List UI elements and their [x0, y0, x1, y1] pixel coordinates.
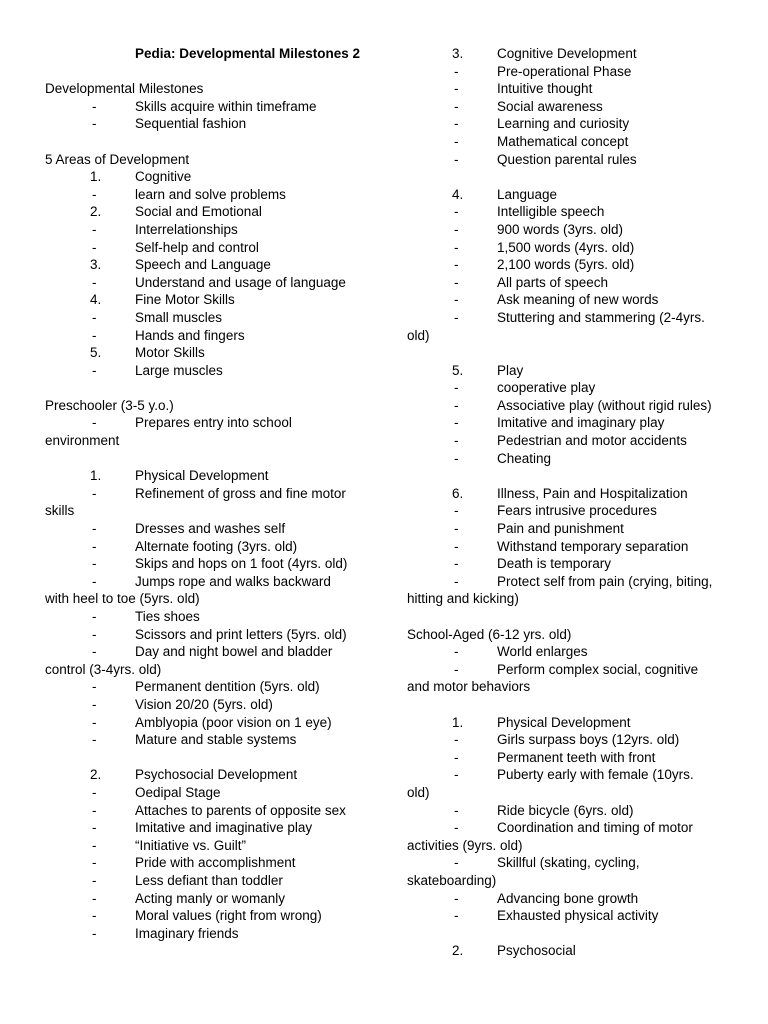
numbered-item [407, 45, 737, 63]
bullet-item [45, 327, 375, 345]
bullet-dash-icon: - [454, 767, 459, 783]
continuation-line [407, 784, 737, 802]
bullet-item [45, 890, 375, 908]
bullet-dash-icon: - [92, 309, 97, 325]
continuation-line [45, 432, 375, 450]
item-number: 4. [90, 292, 102, 308]
bullet-item [407, 555, 737, 573]
continuation-line [407, 837, 737, 855]
line-text: Understand and usage of language [135, 274, 346, 290]
bullet-dash-icon: - [454, 239, 459, 255]
bullet-dash-icon: - [454, 380, 459, 396]
bullet-dash-icon: - [454, 890, 459, 906]
bullet-item [407, 502, 737, 520]
line-text: Pre-operational Phase [497, 63, 632, 79]
numbered-item [45, 467, 375, 485]
line-text: Ask meaning of new words [497, 292, 659, 308]
bullet-item [45, 309, 375, 327]
bullet-dash-icon: - [454, 98, 459, 114]
item-number: 3. [452, 46, 464, 61]
line-text: Pain and punishment [497, 521, 624, 537]
bullet-dash-icon: - [92, 327, 97, 343]
line-text: Psychosocial Development [135, 767, 298, 783]
line-text: and motor behaviors [407, 679, 531, 695]
bullet-dash-icon: - [454, 556, 459, 572]
bullet-item [45, 555, 375, 573]
bullet-item [45, 802, 375, 820]
bullet-dash-icon: - [92, 239, 97, 255]
bullet-item [407, 221, 737, 239]
bullet-dash-icon: - [92, 116, 97, 132]
bullet-dash-icon: - [92, 274, 97, 290]
bullet-item [407, 80, 737, 98]
line-text: Jumps rope and walks backward [135, 573, 331, 589]
left-column [45, 45, 375, 942]
bullet-item [407, 661, 737, 679]
line-text: old) [407, 327, 430, 343]
blank-line [45, 63, 375, 81]
bullet-item [407, 256, 737, 274]
line-text: Psychosocial [497, 943, 576, 959]
bullet-dash-icon: - [92, 98, 97, 114]
line-text: Skillful (skating, cycling, [497, 855, 640, 871]
bullet-dash-icon: - [454, 644, 459, 660]
bullet-dash-icon: - [92, 837, 97, 853]
line-text: cooperative play [497, 380, 596, 396]
bullet-dash-icon: - [454, 820, 459, 836]
line-text: Cognitive Development [497, 46, 637, 61]
bullet-item [45, 98, 375, 116]
bullet-item [45, 872, 375, 890]
line-text: Physical Development [135, 468, 269, 484]
numbered-item [45, 291, 375, 309]
continuation-line [45, 590, 375, 608]
bullet-dash-icon: - [454, 274, 459, 290]
line-text: Imitative and imaginative play [135, 820, 313, 836]
bullet-item [45, 414, 375, 432]
line-text: Skills acquire within timeframe [135, 98, 317, 114]
numbered-item [407, 186, 737, 204]
bullet-item [407, 450, 737, 468]
line-text: Associative play (without rigid rules) [497, 397, 712, 413]
line-text: old) [407, 784, 430, 800]
bullet-dash-icon: - [92, 820, 97, 836]
line-text: Refinement of gross and fine motor [135, 485, 346, 501]
bullet-dash-icon: - [454, 450, 459, 466]
line-text: Imaginary friends [135, 925, 239, 941]
line-text: Permanent dentition (5yrs. old) [135, 679, 320, 695]
continuation-line [407, 678, 737, 696]
bullet-item [407, 291, 737, 309]
item-number: 4. [452, 186, 464, 202]
numbered-item [45, 168, 375, 186]
line-text: 900 words (3yrs. old) [497, 221, 624, 237]
bullet-item [407, 203, 737, 221]
blank-line [45, 379, 375, 397]
bullet-dash-icon: - [92, 626, 97, 642]
bullet-dash-icon: - [454, 151, 459, 167]
bullet-item [45, 608, 375, 626]
line-text: Less defiant than toddler [135, 872, 283, 888]
document-title [45, 45, 375, 63]
line-text: 1,500 words (4yrs. old) [497, 239, 635, 255]
bullet-dash-icon: - [454, 802, 459, 818]
continuation-line [45, 502, 375, 520]
bullet-item [407, 819, 737, 837]
item-number: 6. [452, 485, 464, 501]
bullet-item [407, 749, 737, 767]
line-text: Intelligible speech [497, 204, 605, 220]
bullet-item [45, 362, 375, 380]
bullet-dash-icon: - [92, 732, 97, 748]
line-text: Death is temporary [497, 556, 612, 572]
bullet-dash-icon: - [92, 802, 97, 818]
item-number: 2. [452, 943, 464, 959]
bullet-item [407, 98, 737, 116]
blank-line [407, 608, 737, 626]
bullet-item [407, 573, 737, 591]
bullet-dash-icon: - [92, 872, 97, 888]
bullet-dash-icon: - [92, 925, 97, 941]
numbered-item [407, 942, 737, 960]
line-text: Coordination and timing of motor [497, 820, 693, 836]
bullet-dash-icon: - [92, 696, 97, 712]
section-heading [407, 626, 737, 644]
bullet-dash-icon: - [454, 81, 459, 97]
continuation-line [407, 872, 737, 890]
bullet-item [407, 239, 737, 257]
bullet-dash-icon: - [454, 732, 459, 748]
line-text: environment [45, 433, 120, 449]
line-text: “Initiative vs. Guilt” [135, 837, 247, 853]
bullet-dash-icon: - [454, 433, 459, 449]
bullet-item [407, 731, 737, 749]
line-text: Cognitive [135, 169, 192, 185]
bullet-dash-icon: - [454, 573, 459, 589]
bullet-dash-icon: - [454, 221, 459, 237]
continuation-line [45, 661, 375, 679]
item-number: 1. [90, 169, 102, 185]
line-text: Pedia: Developmental Milestones 2 [135, 46, 361, 61]
bullet-item [45, 485, 375, 503]
blank-line [407, 467, 737, 485]
line-text: World enlarges [497, 644, 588, 660]
bullet-item [45, 115, 375, 133]
bullet-dash-icon: - [92, 485, 97, 501]
bullet-item [407, 432, 737, 450]
blank-line [407, 344, 737, 362]
bullet-item [407, 133, 737, 151]
bullet-dash-icon: - [454, 661, 459, 677]
line-text: Skips and hops on 1 foot (4yrs. old) [135, 556, 348, 572]
numbered-item [45, 256, 375, 274]
line-text: Acting manly or womanly [135, 890, 286, 906]
bullet-dash-icon: - [454, 749, 459, 765]
line-text: Preschooler (3-5 y.o.) [45, 397, 174, 413]
blank-line [407, 696, 737, 714]
bullet-item [45, 520, 375, 538]
bullet-dash-icon: - [92, 221, 97, 237]
bullet-dash-icon: - [92, 186, 97, 202]
bullet-dash-icon: - [454, 63, 459, 79]
line-text: Withstand temporary separation [497, 538, 689, 554]
line-text: Motor Skills [135, 345, 205, 361]
line-text: Girls surpass boys (12yrs. old) [497, 732, 680, 748]
line-text: All parts of speech [497, 274, 609, 290]
line-text: Large muscles [135, 362, 223, 378]
bullet-item [45, 907, 375, 925]
numbered-item [45, 203, 375, 221]
line-text: Speech and Language [135, 257, 271, 273]
bullet-dash-icon: - [92, 556, 97, 572]
line-text: Interrelationships [135, 221, 238, 237]
line-text: Stuttering and stammering (2-4yrs. [497, 309, 705, 325]
section-heading [45, 397, 375, 415]
bullet-item [45, 819, 375, 837]
line-text: Social awareness [497, 98, 603, 114]
line-text: with heel to toe (5yrs. old) [45, 591, 200, 607]
item-number: 1. [452, 714, 464, 730]
blank-line [407, 168, 737, 186]
bullet-item [407, 151, 737, 169]
blank-line [407, 925, 737, 943]
bullet-dash-icon: - [92, 644, 97, 660]
line-text: activities (9yrs. old) [407, 837, 523, 853]
bullet-item [407, 643, 737, 661]
line-text: Permanent teeth with front [497, 749, 656, 765]
line-text: Dresses and washes self [135, 521, 286, 537]
bullet-item [407, 274, 737, 292]
line-text: Advancing bone growth [497, 890, 639, 906]
bullet-item [407, 907, 737, 925]
line-text: 2,100 words (5yrs. old) [497, 257, 635, 273]
line-text: Attaches to parents of opposite sex [135, 802, 346, 818]
bullet-dash-icon: - [454, 521, 459, 537]
bullet-item [407, 890, 737, 908]
bullet-item [45, 854, 375, 872]
line-text: Moral values (right from wrong) [135, 908, 322, 924]
bullet-item [45, 626, 375, 644]
bullet-dash-icon: - [454, 503, 459, 519]
bullet-item [407, 379, 737, 397]
bullet-item [45, 837, 375, 855]
bullet-dash-icon: - [92, 908, 97, 924]
bullet-dash-icon: - [454, 415, 459, 431]
line-text: skills [45, 503, 75, 519]
bullet-dash-icon: - [454, 397, 459, 413]
line-text: Physical Development [497, 714, 631, 730]
bullet-dash-icon: - [92, 415, 97, 431]
line-text: control (3-4yrs. old) [45, 661, 162, 677]
bullet-dash-icon: - [454, 116, 459, 132]
numbered-item [407, 485, 737, 503]
item-number: 2. [90, 204, 102, 220]
bullet-item [407, 766, 737, 784]
line-text: Cheating [497, 450, 552, 466]
line-text: Ride bicycle (6yrs. old) [497, 802, 634, 818]
line-text: skateboarding) [407, 872, 497, 888]
line-text: Social and Emotional [135, 204, 262, 220]
bullet-item [407, 520, 737, 538]
line-text: Protect self from pain (crying, biting, [497, 573, 713, 589]
bullet-item [407, 802, 737, 820]
bullet-item [407, 309, 737, 327]
line-text: Vision 20/20 (5yrs. old) [135, 696, 273, 712]
line-text: Pride with accomplishment [135, 855, 296, 871]
line-text: Intuitive thought [497, 81, 593, 97]
bullet-item [45, 274, 375, 292]
item-number: 2. [90, 767, 102, 783]
bullet-dash-icon: - [92, 521, 97, 537]
bullet-item [45, 731, 375, 749]
numbered-item [45, 766, 375, 784]
line-text: Day and night bowel and bladder [135, 644, 333, 660]
line-text: Imitative and imaginary play [497, 415, 665, 431]
bullet-dash-icon: - [92, 890, 97, 906]
bullet-dash-icon: - [92, 609, 97, 624]
line-text: Alternate footing (3yrs. old) [135, 538, 298, 554]
line-text: Fears intrusive procedures [497, 503, 657, 519]
bullet-item [45, 186, 375, 204]
bullet-dash-icon: - [454, 204, 459, 220]
bullet-item [45, 696, 375, 714]
line-text: Play [497, 362, 524, 378]
line-text: Fine Motor Skills [135, 292, 235, 308]
item-number: 5. [452, 362, 464, 378]
blank-line [45, 450, 375, 468]
bullet-item [407, 854, 737, 872]
bullet-dash-icon: - [92, 362, 97, 378]
bullet-item [45, 538, 375, 556]
numbered-item [407, 362, 737, 380]
bullet-item [45, 678, 375, 696]
line-text: Developmental Milestones [45, 81, 204, 97]
bullet-dash-icon: - [92, 573, 97, 589]
blank-line [45, 133, 375, 151]
line-text: learn and solve problems [135, 186, 286, 202]
bullet-dash-icon: - [454, 292, 459, 308]
line-text: Perform complex social, cognitive [497, 661, 699, 677]
line-text: Mathematical concept [497, 133, 629, 149]
line-text: Scissors and print letters (5yrs. old) [135, 626, 347, 642]
bullet-dash-icon: - [92, 714, 97, 730]
line-text: Pedestrian and motor accidents [497, 433, 687, 449]
continuation-line [407, 327, 737, 345]
line-text: Learning and curiosity [497, 116, 630, 132]
bullet-dash-icon: - [92, 538, 97, 554]
bullet-dash-icon: - [454, 309, 459, 325]
line-text: Oedipal Stage [135, 784, 221, 800]
bullet-item [45, 573, 375, 591]
section-heading [45, 151, 375, 169]
line-text: Small muscles [135, 309, 223, 325]
line-text: Hands and fingers [135, 327, 245, 343]
bullet-dash-icon: - [92, 679, 97, 695]
item-number: 1. [90, 468, 102, 484]
bullet-item [45, 784, 375, 802]
bullet-item [407, 414, 737, 432]
bullet-dash-icon: - [92, 855, 97, 871]
bullet-dash-icon: - [454, 908, 459, 924]
line-text: School-Aged (6-12 yrs. old) [407, 626, 572, 642]
line-text: Question parental rules [497, 151, 637, 167]
bullet-dash-icon: - [454, 257, 459, 273]
bullet-item [45, 643, 375, 661]
line-text: Mature and stable systems [135, 732, 297, 748]
numbered-item [45, 344, 375, 362]
line-text: Amblyopia (poor vision on 1 eye) [135, 714, 332, 730]
line-text: Self-help and control [135, 239, 259, 255]
blank-line [45, 749, 375, 767]
bullet-item [407, 115, 737, 133]
line-text: Prepares entry into school [135, 415, 292, 431]
item-number: 3. [90, 257, 102, 273]
right-column [407, 45, 737, 960]
bullet-dash-icon: - [92, 784, 97, 800]
bullet-dash-icon: - [454, 855, 459, 871]
line-text: Language [497, 186, 558, 202]
line-text: Puberty early with female (10yrs. [497, 767, 694, 783]
bullet-item [407, 397, 737, 415]
bullet-item [45, 221, 375, 239]
numbered-item [407, 714, 737, 732]
bullet-dash-icon: - [454, 538, 459, 554]
continuation-line [407, 590, 737, 608]
bullet-item [45, 714, 375, 732]
line-text: Sequential fashion [135, 116, 247, 132]
line-text: hitting and kicking) [407, 591, 519, 607]
line-text: Ties shoes [135, 609, 200, 624]
bullet-item [45, 925, 375, 943]
section-heading [45, 80, 375, 98]
line-text: Illness, Pain and Hospitalization [497, 485, 688, 501]
line-text: Exhausted physical activity [497, 908, 659, 924]
bullet-item [45, 239, 375, 257]
bullet-item [407, 538, 737, 556]
item-number: 5. [90, 345, 102, 361]
bullet-dash-icon: - [454, 133, 459, 149]
bullet-item [407, 63, 737, 81]
line-text: 5 Areas of Development [45, 151, 190, 167]
